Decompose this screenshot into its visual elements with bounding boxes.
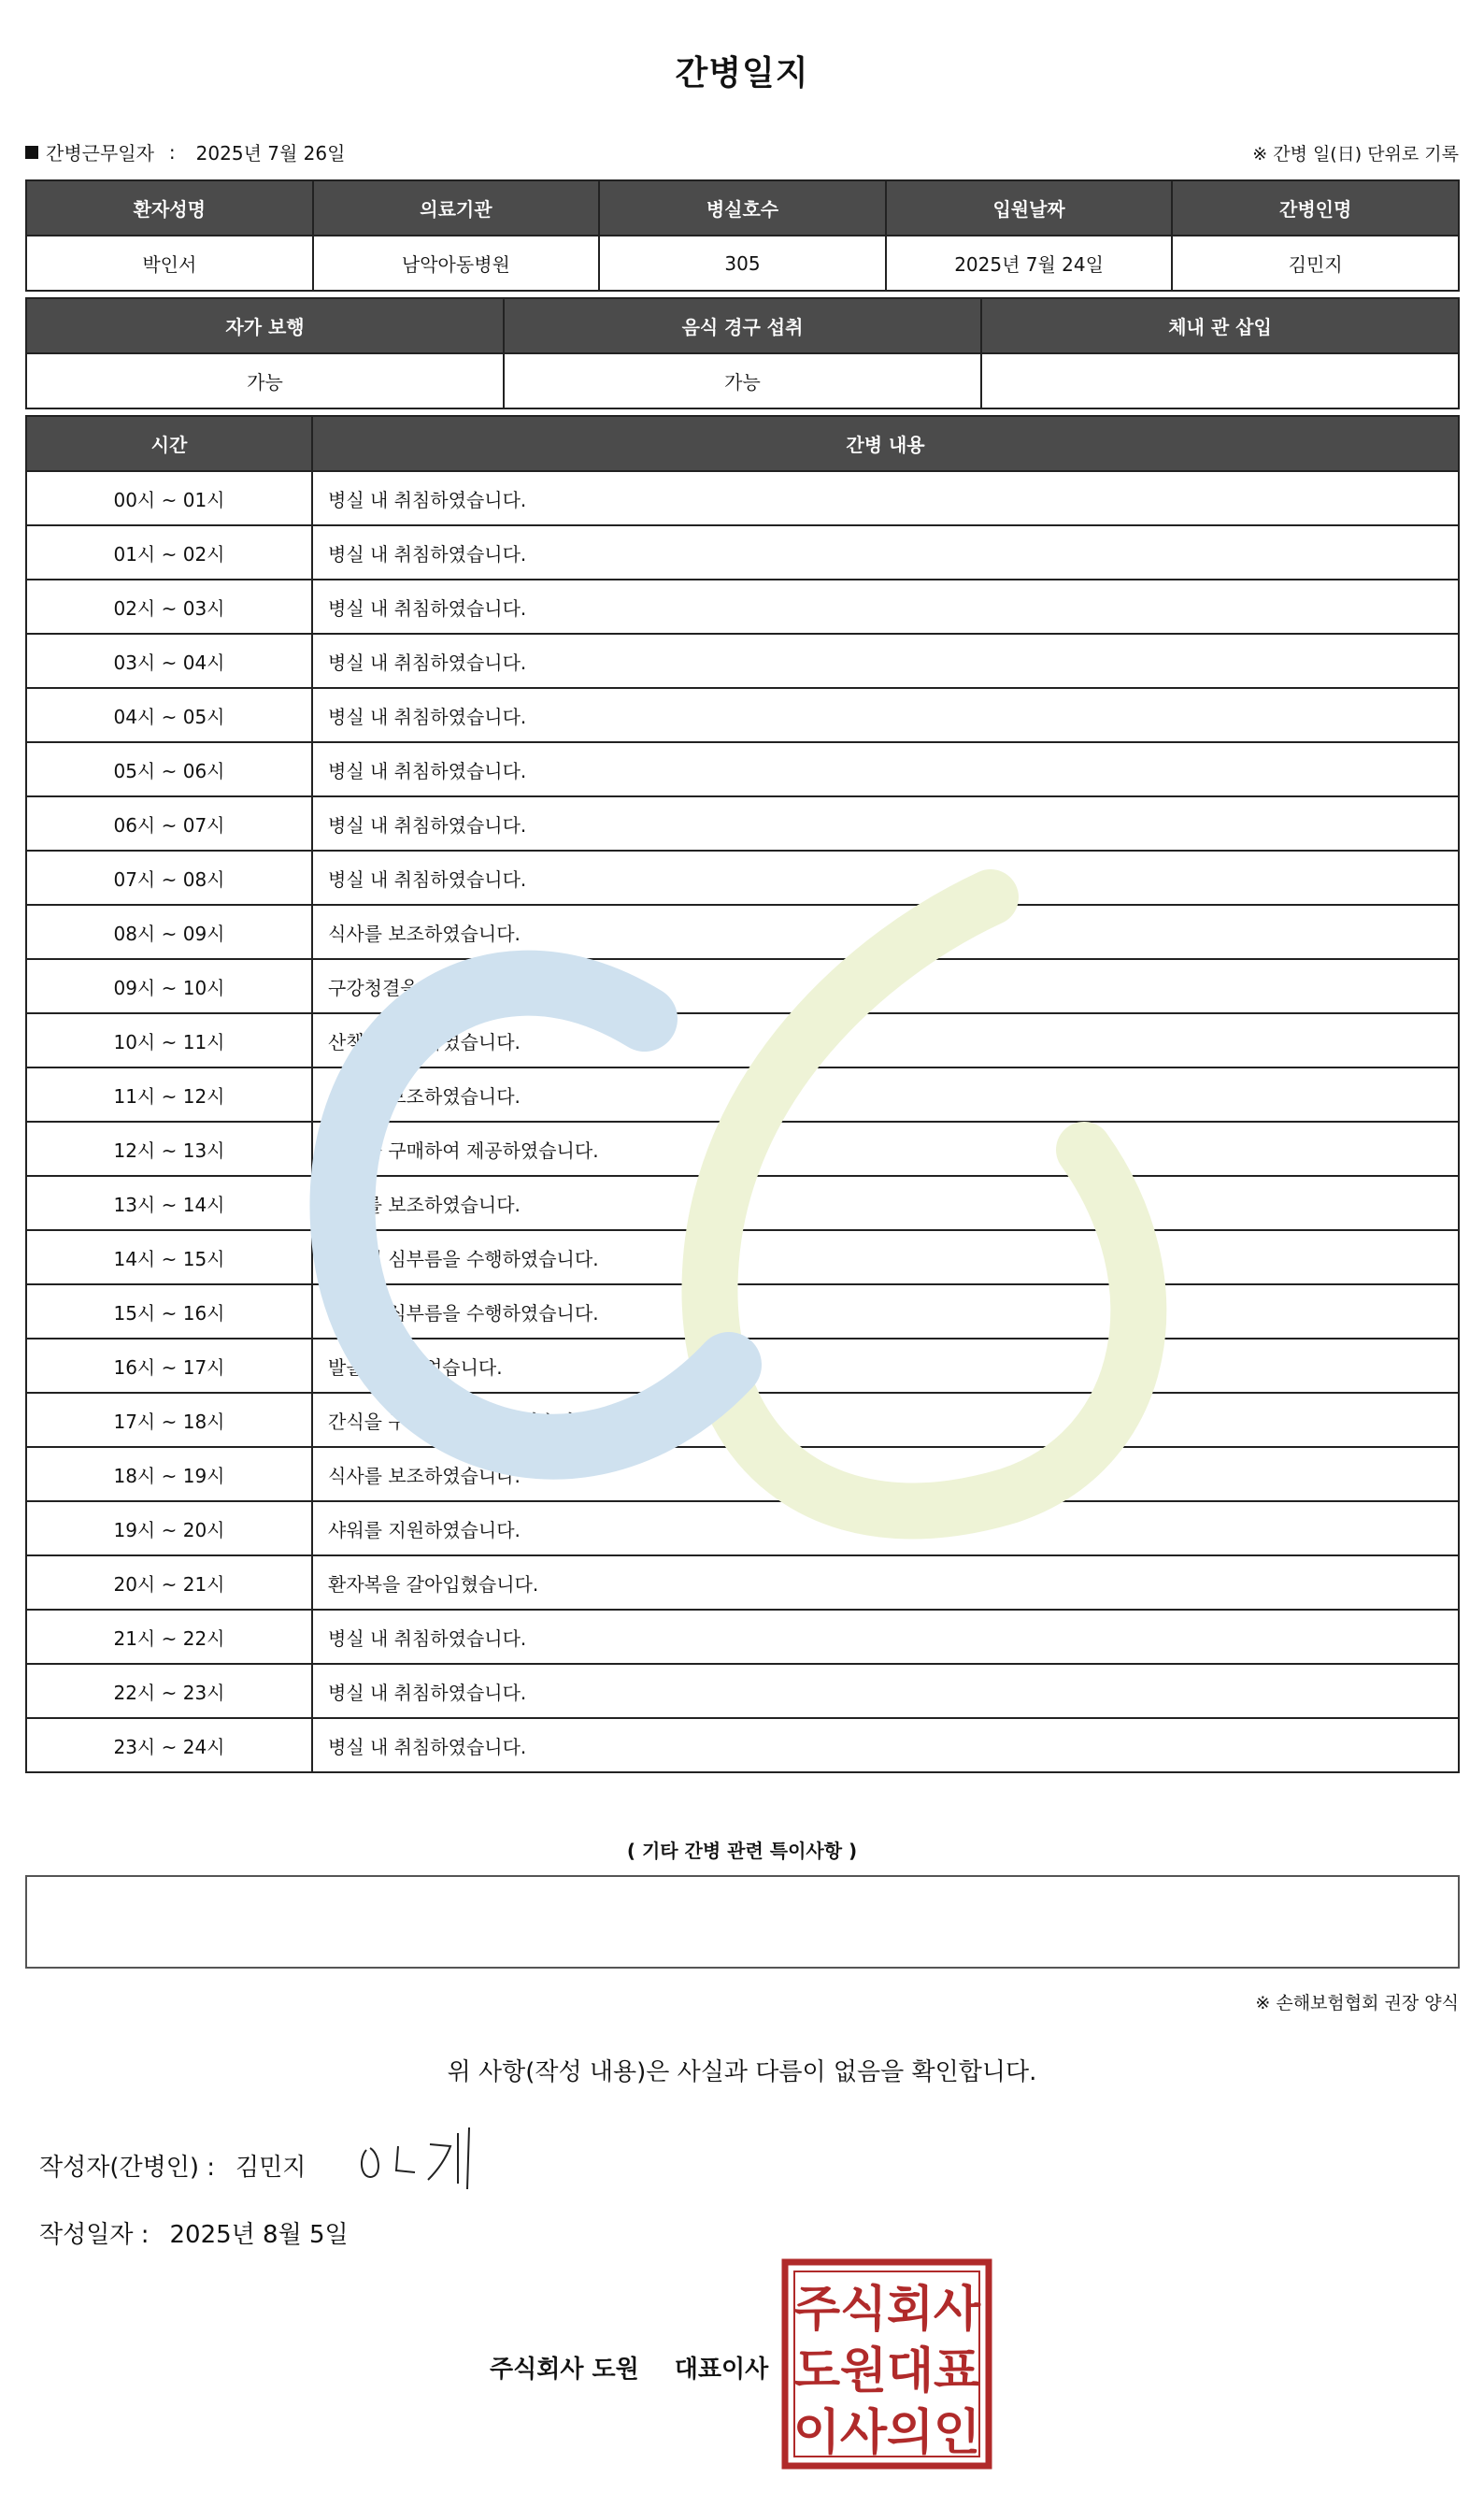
- written-date-label: 작성일자 :: [39, 2221, 150, 2249]
- record-unit-note: ※ 간병 일(日) 단위로 기록: [1252, 144, 1459, 165]
- seal-glyph: 도: [792, 2343, 841, 2400]
- care-content-cell: 산책을 보조하였습니다.: [312, 1067, 1459, 1122]
- care-log-row: [26, 851, 1459, 905]
- care-content-cell: 병실 내 취침하였습니다.: [312, 580, 1459, 634]
- seal-glyph: 사: [839, 2405, 888, 2461]
- care-log-row: [26, 1393, 1459, 1447]
- time-cell: 17시 ~ 18시: [26, 1393, 312, 1447]
- time-cell: 20시 ~ 21시: [26, 1555, 312, 1610]
- seal-glyph: 회: [886, 2282, 935, 2338]
- self-walking-cell: 가능: [26, 353, 504, 408]
- time-cell: 13시 ~ 14시: [26, 1176, 312, 1230]
- care-content-cell: 환자복을 갈아입혔습니다.: [312, 1555, 1459, 1610]
- care-content-cell: 발을 씻겨주었습니다.: [312, 1339, 1459, 1393]
- time-cell: 08시 ~ 09시: [26, 905, 312, 959]
- admission-date-cell: 2025년 7월 24일: [886, 236, 1173, 291]
- care-log-row: [26, 471, 1459, 525]
- care-content-cell: 병실 내 취침하였습니다.: [312, 688, 1459, 742]
- care-log-row: [26, 959, 1459, 1013]
- caregiver-name-cell: 김민지: [1172, 236, 1459, 291]
- care-content-cell: 병실 내 취침하였습니다.: [312, 851, 1459, 905]
- work-date-line: [25, 138, 1459, 166]
- seal-glyph: 인: [933, 2405, 981, 2461]
- care-content-cell: 병실 내 취침하였습니다.: [312, 796, 1459, 851]
- care-log-row: [26, 1339, 1459, 1393]
- representative-title: 대표이사: [674, 2356, 769, 2384]
- work-date-value: 2025년 7월 26일: [195, 142, 346, 165]
- care-content-cell: 간식을 구매하여 제공하였습니다.: [312, 1122, 1459, 1176]
- time-cell: 09시 ~ 10시: [26, 959, 312, 1013]
- care-content-cell: 병실 내 취침하였습니다.: [312, 1664, 1459, 1718]
- seal-glyph: 식: [839, 2282, 888, 2338]
- time-cell: 06시 ~ 07시: [26, 796, 312, 851]
- seal-glyph: 주: [792, 2282, 841, 2338]
- care-log-row: [26, 1230, 1459, 1284]
- care-log-row: [26, 1284, 1459, 1339]
- header-oral-intake: 음식 경구 섭취: [504, 298, 981, 353]
- header-caregiver-name: 간병인명: [1172, 180, 1459, 236]
- time-cell: 05시 ~ 06시: [26, 742, 312, 796]
- work-date-label: 간병근무일자: [46, 142, 154, 165]
- care-content-cell: 병실 내 취침하였습니다.: [312, 634, 1459, 688]
- care-content-cell: 병실 내 취침하였습니다.: [312, 525, 1459, 580]
- header-tube-insertion: 체내 관 삽입: [981, 298, 1459, 353]
- care-content-cell: 산책을 보조하였습니다.: [312, 1013, 1459, 1067]
- seal-glyph: 대: [886, 2343, 935, 2400]
- header-care-content: 간병 내용: [312, 416, 1459, 471]
- seal-glyph: 사: [933, 2282, 981, 2338]
- time-cell: 14시 ~ 15시: [26, 1230, 312, 1284]
- care-log-row: [26, 580, 1459, 634]
- care-log-row: [26, 1610, 1459, 1664]
- care-content-cell: 식사를 보조하였습니다.: [312, 1176, 1459, 1230]
- care-log-row: [26, 1122, 1459, 1176]
- care-log-row: [26, 1013, 1459, 1067]
- care-log-row: [26, 905, 1459, 959]
- company-name: 주식회사 도원: [490, 2356, 639, 2384]
- seal-glyph: 표: [933, 2343, 981, 2400]
- oral-intake-cell: 가능: [504, 353, 981, 408]
- seal-glyph: 이: [792, 2405, 841, 2461]
- time-cell: 10시 ~ 11시: [26, 1013, 312, 1067]
- care-log-row: [26, 1447, 1459, 1501]
- work-date-group: [25, 138, 345, 165]
- notes-box: [25, 1875, 1460, 1969]
- writer-label: 작성자(간병인) :: [39, 2154, 216, 2182]
- patient-info-value-row: [26, 236, 1459, 291]
- care-content-cell: 환자의 심부름을 수행하였습니다.: [312, 1284, 1459, 1339]
- time-cell: 23시 ~ 24시: [26, 1718, 312, 1772]
- care-log-table: [25, 415, 1460, 1773]
- written-date-line: [39, 2215, 349, 2250]
- time-cell: 04시 ~ 05시: [26, 688, 312, 742]
- company-seal-stamp: [781, 2258, 992, 2470]
- patient-status-table: [25, 297, 1460, 409]
- bullet-square-icon: [25, 146, 38, 159]
- care-log-row: [26, 1067, 1459, 1122]
- care-content-cell: 식사를 보조하였습니다.: [312, 905, 1459, 959]
- care-content-cell: 병실 내 취침하였습니다.: [312, 1610, 1459, 1664]
- hospital-cell: 남악아동병원: [313, 236, 600, 291]
- patient-name-cell: 박인서: [26, 236, 313, 291]
- time-cell: 12시 ~ 13시: [26, 1122, 312, 1176]
- care-content-cell: 샤워를 지원하였습니다.: [312, 1501, 1459, 1555]
- care-log-row: [26, 796, 1459, 851]
- writer-name: 김민지: [235, 2154, 307, 2182]
- time-cell: 19시 ~ 20시: [26, 1501, 312, 1555]
- care-log-row: [26, 1501, 1459, 1555]
- care-content-cell: 환자의 심부름을 수행하였습니다.: [312, 1230, 1459, 1284]
- care-content-cell: 구강청결을 지원하였습니다.: [312, 959, 1459, 1013]
- patient-info-header-row: [26, 180, 1459, 236]
- work-date-colon: :: [168, 140, 176, 164]
- header-hospital: 의료기관: [313, 180, 600, 236]
- time-cell: 02시 ~ 03시: [26, 580, 312, 634]
- header-admission-date: 입원날짜: [886, 180, 1173, 236]
- header-patient-name: 환자성명: [26, 180, 313, 236]
- care-log-row: [26, 688, 1459, 742]
- tube-insertion-cell: [981, 353, 1459, 408]
- header-time: 시간: [26, 416, 312, 471]
- time-cell: 00시 ~ 01시: [26, 471, 312, 525]
- header-self-walking: 자가 보행: [26, 298, 504, 353]
- care-content-cell: 병실 내 취침하였습니다.: [312, 1718, 1459, 1772]
- confirmation-statement: 위 사항(작성 내용)은 사실과 다름이 없음을 확인합니다.: [447, 2058, 1037, 2086]
- document-title: 간병일지: [675, 54, 809, 93]
- care-log-row: [26, 1718, 1459, 1772]
- writer-line: [39, 2148, 306, 2183]
- care-log-row: [26, 1555, 1459, 1610]
- time-cell: 11시 ~ 12시: [26, 1067, 312, 1122]
- seal-glyph: 의: [886, 2405, 935, 2461]
- patient-status-value-row: [26, 353, 1459, 408]
- time-cell: 01시 ~ 02시: [26, 525, 312, 580]
- time-cell: 07시 ~ 08시: [26, 851, 312, 905]
- form-source-note: ※ 손해보험협회 권장 양식: [1255, 1993, 1459, 2013]
- patient-status-header-row: [26, 298, 1459, 353]
- care-log-row: [26, 1176, 1459, 1230]
- care-log-row: [26, 634, 1459, 688]
- time-cell: 16시 ~ 17시: [26, 1339, 312, 1393]
- care-log-row: [26, 1664, 1459, 1718]
- time-cell: 21시 ~ 22시: [26, 1610, 312, 1664]
- header-room-number: 병실호수: [599, 180, 886, 236]
- care-log-row: [26, 525, 1459, 580]
- handwritten-signature: [353, 2122, 484, 2197]
- care-content-cell: 병실 내 취침하였습니다.: [312, 471, 1459, 525]
- care-log-row: [26, 742, 1459, 796]
- patient-info-table: [25, 179, 1460, 292]
- time-cell: 18시 ~ 19시: [26, 1447, 312, 1501]
- care-log-header-row: [26, 416, 1459, 471]
- care-content-cell: 병실 내 취침하였습니다.: [312, 742, 1459, 796]
- seal-glyph: 원: [839, 2343, 888, 2400]
- time-cell: 22시 ~ 23시: [26, 1664, 312, 1718]
- care-log-body: [26, 471, 1459, 1772]
- time-cell: 15시 ~ 16시: [26, 1284, 312, 1339]
- company-line: [490, 2350, 768, 2385]
- care-content-cell: 간식을 구매하여 제공하였습니다.: [312, 1393, 1459, 1447]
- room-number-cell: 305: [599, 236, 886, 291]
- written-date-value: 2025년 8월 5일: [169, 2221, 349, 2249]
- care-content-cell: 식사를 보조하였습니다.: [312, 1447, 1459, 1501]
- notes-title: ( 기타 간병 관련 특이사항 ): [626, 1840, 858, 1862]
- time-cell: 03시 ~ 04시: [26, 634, 312, 688]
